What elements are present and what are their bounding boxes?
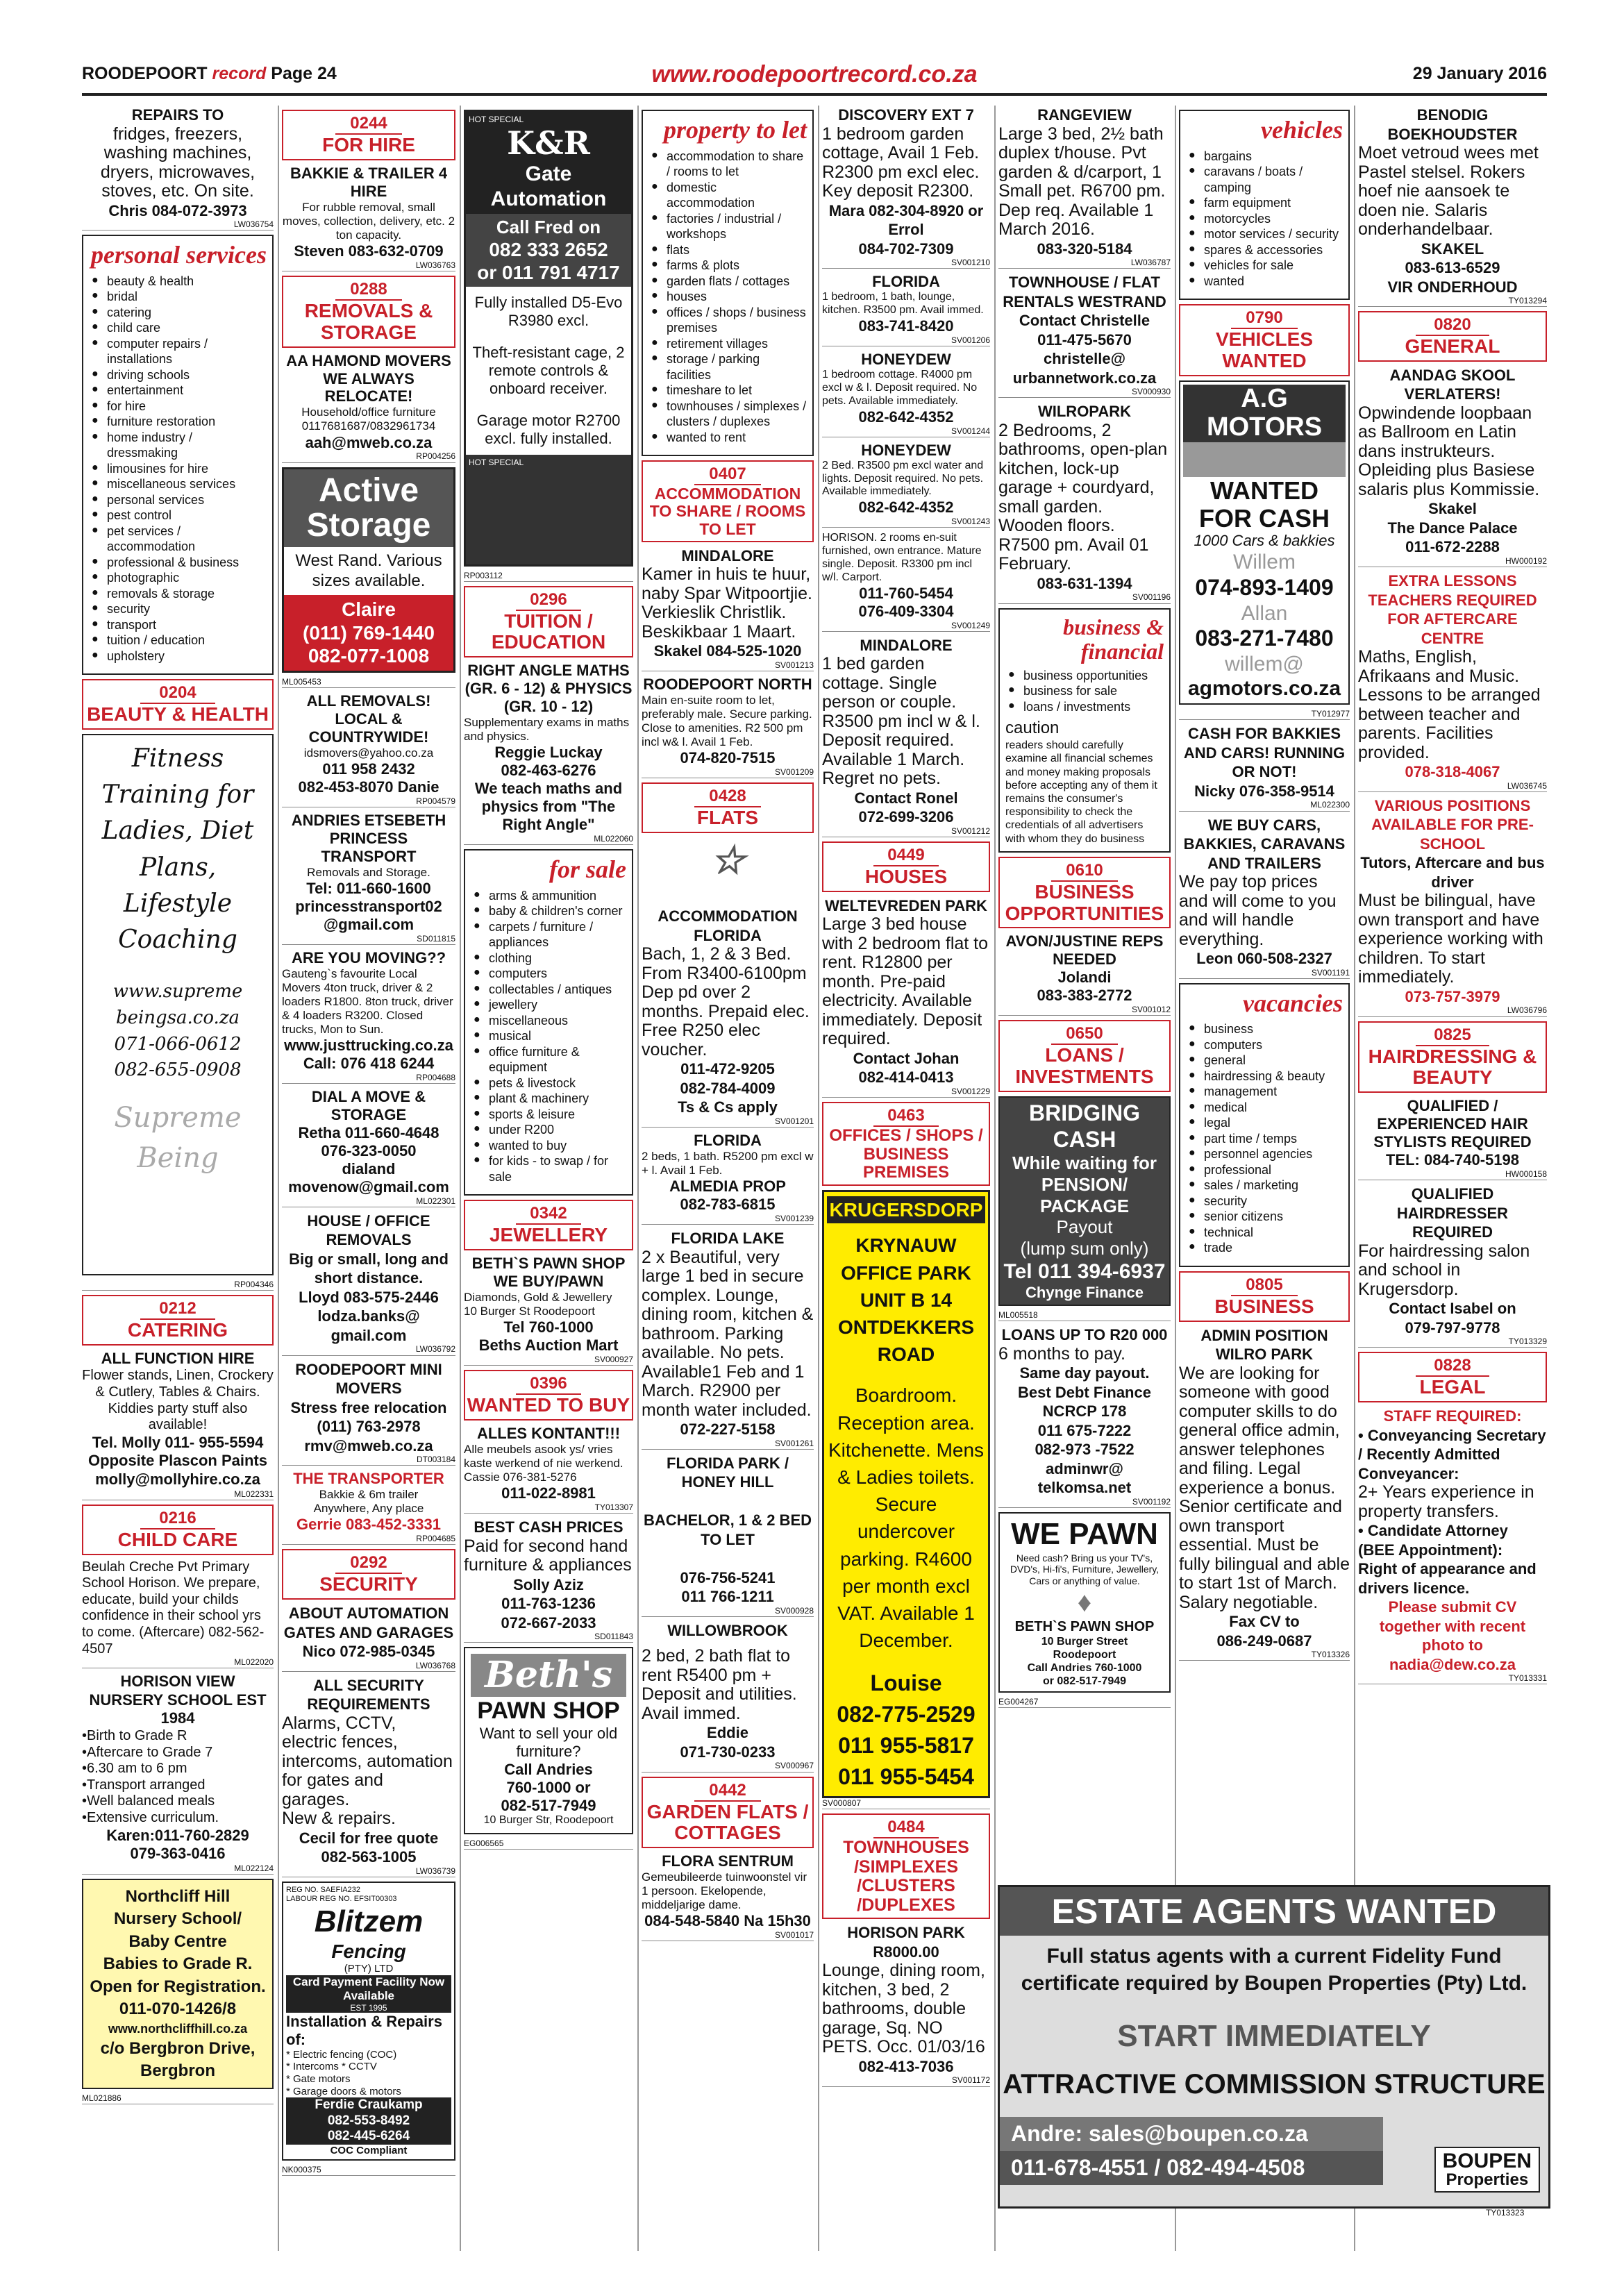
column-divider [460,106,461,2251]
category-list-item: ● flats [667,242,807,258]
horison-nursery-ad: HORISON VIEW NURSERY SCHOOL EST 1984 •Birth to Grade R •Aftercare to Grade 7 •6.30 am to 6 pm •Transport arranged •Well balanced meals •Extensive curriculum. Karen:011-760-2829 079-363-0416 ML022124 [82,1673,274,1875]
category-list-item: ● jewellery [489,997,626,1013]
category-list-item: ● computers [1204,1037,1343,1053]
roodepoort-north-ad: ROODEPOORT NORTH Main en-suite room to let, preferably male. Secure parking. Close to amenities. R2 500 pm incl w& l. Avail 1 Feb. 074-820-7515 SV001209 [642,676,814,778]
loans-up-to-ad: LOANS UP TO R20 000 6 months to pay. Same day payout. Best Debt Finance NCRCP 178 011 675-7222 082-973 -7522 adminwr@ telkomsa.net SV001192 [998,1325,1171,1508]
avon-ad: AVON/JUSTINE REPS NEEDED Jolandi 083-383-2772 SV001012 [998,932,1171,1016]
estate-agents-ad: ESTATE AGENTS WANTED Full status agents with a current Fidelity Fund certificate required by Boupen Properties (Pty) Ltd. START IMMEDIATELY ATTRACTIVE COMMISSION STRUCTURE Andre: sales@boupen.co.za 011-678-4551 / 082-494-4508 BOUPEN Properties [998,1885,1550,2209]
category-child-care: 0216 CHILD CARE [82,1505,274,1555]
various-positions-ad: VARIOUS POSITIONS AVAILABLE FOR PRE-SCHOOL Tutors, Aftercare and bus driver Must be bilingual, have own transport and have experience working with children. To start immediately. 073-757-3979 LW036796 [1358,796,1547,1017]
category-list-item: ● pest control [107,508,267,523]
honeydew-2bed-ad: HONEYDEW 2 Bed. R3500 pm excl water and lights. Deposit required. No pets. Available immediately. 082-642-4352 SV001243 [822,442,990,528]
extra-lessons-ad: EXTRA LESSONS TEACHERS REQUIRED FOR AFTERCARE CENTRE Maths, English, Afrikaans and Music. Lessons to be arranged between teacher and parents. Facilities provided. 078-318-4067 LW036745 [1358,571,1547,792]
category-list-item: ● domestic accommodation [667,180,807,211]
right-angle-ad: RIGHT ANGLE MATHS (GR. 6 - 12) & PHYSICS (GR. 10 - 12) Supplementary exams in maths and physics. Reggie Luckay 082-463-6276 We teach maths and physics from "The Right Angle" ML022060 [464,662,633,845]
category-list [1005,668,1164,715]
honeydew-cottage-ad: HONEYDEW 1 bedroom cottage. R4000 pm excl w & l. Deposit required. No pets. Available immediately. 082-642-4352 SV001244 [822,351,990,437]
category-list-item: ● catering [107,305,267,321]
category-list-item: ● bridal [107,289,267,305]
category-list-item: ● miscellaneous [489,1013,626,1029]
category-list-item: ● for hire [107,399,267,414]
discovery-ad: DISCOVERY EXT 7 1 bedroom garden cottage, Avail 1 Feb. R2300 pm excl elec. Key deposit R2300. Mara 082-304-8920 or Errol 084-702-7309 SV001210 [822,106,990,269]
category-offices: 0463 OFFICES / SHOPS / BUSINESS PREMISES [822,1102,990,1186]
category-list-item: ● professional [1204,1162,1343,1178]
personal-services-index [82,235,274,675]
category-list-item: ● tuition / education [107,632,267,648]
cars-graphic [1183,442,1346,477]
for-sale-index [464,849,633,1196]
column-5: DISCOVERY EXT 7 1 bedroom garden cottage, Avail 1 Feb. R2300 pm excl elec. Key deposit R2300. Mara 082-304-8920 or Errol 084-702-7309 SV001210 FLORIDA 1 bedroom, 1 bath, lounge, kitchen. R3500 pm. Avail immed. 083-741-8420 SV001206 HONEYDEW 1 bedroom cottage. R4000 pm excl w & l. Deposit required. No pets. Available immediately. 082-642-4352 SV001244 HONEYDEW 2 Bed. R3500 pm excl water and lights. Deposit required. No pets. Available immediately. 082-642-4352 SV001243 HORISON. 2 rooms en-suit furnished, own entrance. Mature single. Deposit. R3300 pm incl w/l. Carport. 011-760-5454 076-409-3304 SV001249 MINDALORE 1 bed garden cottage. Single person or couple. R3500 pm incl w & l. Deposit required. Available 1 March. Regret no pets. Contact Ronel 072-699-3206 SV001212 0449 HOUSES WELTEVREDEN PARK Large 3 bed house with 2 bedroom flat to rent. R12800 per month. Pre-paid electricity. Available immediately. Deposit required. Contact Johan 082-414-0413 SV001229 0463 OFFICES / SHOPS / BUSINESS PREMISES KRUGERSDORP KRYNAUW OFFICE PARK UNIT B 14 ONTDEKKERS ROAD Boardroom. Reception area. Kitchenette. Mens & Ladies toilets. Secure undercover parking. R4600 per month excl VAT. Available 1 December. Louise 082-775-2529 011 955-5817 011 955-5454 SV000807 0484 TOWNHOUSES /SIMPLEXES /CLUSTERS /DUPLEXES HORISON PARK R8000.00 Lounge, dining room, kitchen, 3 bed, 2 bathrooms, double garage, Sq. NO PETS. Occ. 01/03/16 082-413-7036 SV001172 [822,106,990,2251]
category-tuition: 0296 TUITION / EDUCATION [464,586,633,658]
category-list-item: ● pet services / accommodation [107,523,267,555]
category-list [471,888,626,1185]
bridging-cash-ad: BRIDGING CASH While waiting for PENSION/ PACKAGE Payout (lump sum only) Tel 011 394-6937 Chynge Finance [998,1096,1171,1306]
column-7: vehicles ● bargains ● caravans / boats / camping ● farm equipment ● motorcycles ● motor services / security ● spares & accessories ● vehicles for sale ● wanted 0790 VEHICLES WANTED A.G MOTORS WANTED FOR CASH 1000 Cars & bakkies Willem 074-893-1409 Allan 083-271-7480 willem@ agmotors.co.za TY012977 CASH FOR BAKKIES AND CARS! RUNNING OR NOT! Nicky 076-358-9514 ML022300 WE BUY CARS, BAKKIES, CARAVANS AND TRAILERS We pay top prices and will come to you and will handle everything. Leon 060-508-2327 SV001191 vacancies ● business ● computers ● general ● hairdressing & beauty ● management ● medical ● legal ● part time / temps ● personnel agencies ● professional ● sales / marketing ● security ● senior citizens ● technical ● trade 0805 BUSINESS ADMIN POSITION WILRO PARK We are looking for someone with good computer skills to do general office admin, answer telephones and filing. Legal experience a bonus. Senior certificate and own transport essential. Must be fully bilingual and able to start 1st of March. Salary negotiable. Fax CV to 086-249-0687 TY013326 [1179,106,1350,2251]
now-logo: ☆ [710,838,746,882]
category-list-item: ● photographic [107,570,267,586]
category-list-item: ● for kids - to swap / for sale [489,1153,626,1184]
category-list [1186,149,1343,290]
hairdresser-ad: QUALIFIED HAIRDRESSER REQUIRED For hairdressing salon and school in Krugersdorp. Contact Isabel on 079-797-9778 TY013329 [1358,1184,1547,1348]
hamond-ad: AA HAMOND MOVERS WE ALWAYS RELOCATE! Household/office furniture 0117681687/0832961734 aah@mweb.co.za RP004256 [282,352,455,463]
category-list-item: ● houses [667,289,807,305]
staff-required-ad: STAFF REQUIRED: • Conveyancing Secretary / Recently Admitted Conveyancer: 2+ Years experience in property transfers. • Candidate Attorney (BEE Appointment): Right of appearance and drivers licence. Please submit CV together with recent photo to nadia@dew.co.za TY013331 [1358,1407,1547,1684]
category-vehicles-wanted: 0790 VEHICLES WANTED [1179,304,1350,376]
florida-1bed-ad: FLORIDA 1 bedroom, 1 bath, lounge, kitchen. R3500 pm. Avail immed. 083-741-8420 SV001206 [822,273,990,346]
page-header [82,61,1547,96]
ad-ref: TY013323 [1486,2208,1525,2218]
beths-furniture-ad: Beth's PAWN SHOP Want to sell your old furniture? Call Andries 760-1000 or 082-517-7949 10 Burger Str, Roodepoort [464,1647,633,1834]
category-list-item: ● garden flats / cottages [667,274,807,290]
mindalore-cottage-ad: MINDALORE 1 bed garden cottage. Single person or couple. R3500 pm incl w & l. Deposit required. Available 1 March. Regret no pets. Contact Ronel 072-699-3206 SV001212 [822,636,990,837]
category-list-item: ● professional & business [107,555,267,571]
category-list-item: ● loans / investments [1023,699,1164,715]
category-list-item: ● bargains [1204,149,1343,165]
dial-a-move-ad: DIAL A MOVE & STORAGE Retha 011-660-4648 076-323-0050 dialand movenow@gmail.com ML022301 [282,1088,455,1207]
category-list-item: ● pets & livestock [489,1075,626,1091]
category-list-item: ● hairdressing & beauty [1204,1069,1343,1084]
category-list-item: ● farm equipment [1204,195,1343,211]
category-list-item: ● musical [489,1028,626,1044]
townhouse-rentals-ad: TOWNHOUSE / FLAT RENTALS WESTRAND Contact Christelle 011-475-5670 christelle@ urbannetwork.co.za SV000930 [998,273,1171,398]
website-link[interactable]: www.roodepoortrecord.co.za [651,61,978,87]
category-list-item: ● arms & ammunition [489,888,626,904]
ag-motors-ad: A.G MOTORS WANTED FOR CASH 1000 Cars & bakkies Willem 074-893-1409 Allan 083-271-7480 willem@ agmotors.co.za [1179,380,1350,705]
category-list-item: ● factories / industrial / workshops [667,211,807,242]
category-accommodation: 0407 ACCOMMODATION TO SHARE / ROOMS TO LET [642,460,814,542]
category-list-item: ● limousines for hire [107,461,267,477]
column-8 [1358,106,1547,1879]
best-cash-ad: BEST CASH PRICES Paid for second hand furniture & appliances Solly Aziz 011-763-1236 072-667-2033 SD011843 [464,1518,633,1643]
category-list-item: ● personal services [107,492,267,508]
category-list-item: ● sales / marketing [1204,1178,1343,1193]
category-list-item: ● miscellaneous services [107,476,267,492]
horison-park-ad: HORISON PARK R8000.00 Lounge, dining room, kitchen, 3 bed, 2 bathrooms, double garage, Sq. NO PETS. Occ. 01/03/16 082-413-7036 SV001172 [822,1923,990,2086]
column-divider [994,106,996,2251]
category-catering: 0212 CATERING [82,1295,274,1346]
we-pawn-ad: WE PAWN Need cash? Bring us your TV's, DVD's, Hi-fi's, Furniture, Jewellery, Cars or anything of value. ♦ BETH`S PAWN SHOP 10 Burger Street Roodepoort Call Andries 760-1000 or 082-517-7949 [998,1512,1171,1693]
flora-sentrum-ad: FLORA SENTRUM Gemeubileerde tuinwoonstel vir 1 persoon. Ekelopende, middeljarige dame. 084-548-5840 Na 15h30 SV001017 [642,1852,814,1941]
repairs-ad: REPAIRS TO fridges, freezers, washing machines, dryers, microwaves, stoves, etc. On site. Chris 084-072-3973 LW036754 [82,106,274,231]
property-index [642,110,814,456]
column-3: HOT SPECIAL K&R Gate Automation Call Fred on 082 333 2652 or 011 791 4717 Fully installed D5-Evo R3980 excl. Theft-resistant cage, 2 remote controls & onboard receiver. Garage motor R2700 excl. fully installed. HOT SPECIAL RP003112 0296 TUITION / EDUCATION RIGHT ANGLE MATHS (GR. 6 - 12) & PHYSICS (GR. 10 - 12) Supplementary exams in maths and physics. Reggie Luckay 082-463-6276 We teach maths and physics from "The Right Angle" ML022060 for sale ● arms & ammunition ● baby & children's corner ● carpets / furniture / appliances ● clothing ● computers ● collectables / antiques ● jewellery ● miscellaneous ● musical ● office furniture & equipment ● pets & livestock ● plant & machinery ● sports & leisure ● under R200 ● wanted to buy ● for kids - to swap / for sale 0342 JEWELLERY BETH`S PAWN SHOP WE BUY/PAWN Diamonds, Gold & Jewellery 10 Burger St Roodepoort Tel 760-1000 Beths Auction Mart SV000927 0396 WANTED TO BUY ALLES KONTANT!!! Alle meubels asook ys/ vries kaste werkend of nie werkend. Cassie 076-381-5276 011-022-8981 TY013307 BEST CASH PRICES Paid for second hand furniture & appliances Solly Aziz 011-763-1236 072-667-2033 SD011843 Beth's PAWN SHOP Want to sell your old furniture? Call Andries 760-1000 or 082-517-7949 10 Burger Str, Roodepoort EG006565 [464,106,633,2251]
column-divider [637,106,639,2251]
florida-2bed-ad: FLORIDA 2 beds, 1 bath. R5200 pm excl w + l. Avail 1 Feb. ALMEDIA PROP 082-783-6815 SV001239 [642,1132,814,1225]
category-townhouses: 0484 TOWNHOUSES /SIMPLEXES /CLUSTERS /DUPLEXES [822,1813,990,1919]
category-list-item: ● under R200 [489,1122,626,1138]
cash-for-bakkies-ad: CASH FOR BAKKIES AND CARS! RUNNING OR NOT! Nicky 076-358-9514 ML022300 [1179,724,1350,811]
category-list-item: ● general [1204,1053,1343,1069]
boupen-logo: BOUPEN Properties [1434,2147,1540,2193]
kr-gate-automation-ad: HOT SPECIAL K&R Gate Automation Call Fred on 082 333 2652 or 011 791 4717 Fully installed D5-Evo R3980 excl. Theft-resistant cage, 2 remote controls & onboard receiver. Garage motor R2700 excl. fully installed. HOT SPECIAL [464,110,633,567]
column-4 [642,106,814,2251]
category-list-item: ● business [1204,1021,1343,1037]
bakkie-ad: BAKKIE & TRAILER 4 HIRE For rubble removal, small moves, collection, delivery, etc. 2 ton capacity. Steven 083-632-0709 LW036763 [282,165,455,271]
section-heading: personal services [91,241,267,269]
category-list-item: ● wanted to rent [667,430,807,446]
category-list-item: ● clothing [489,950,626,966]
category-list-item: ● motorcycles [1204,211,1343,227]
benodig-ad: BENODIG BOEKHOUDSTER Moet vetroud wees met Pastel stelsel. Rokers hoef nie aansoek te doen nie. Salaris onderhandelbaar. SKAKEL 083-613-6529 VIR ONDERHOUD TY013294 [1358,106,1547,307]
category-list-item: ● farms & plots [667,258,807,274]
category-list-item: ● retirement villages [667,336,807,352]
category-removals: 0288 REMOVALS & STORAGE [282,276,455,348]
category-business-opportunities: 0610 BUSINESS OPPORTUNITIES [998,857,1171,929]
category-list-item: ● baby & children's corner [489,903,626,919]
automation-ad: ABOUT AUTOMATION GATES AND GARAGES Nico 072-985-0345 LW036768 [282,1604,455,1672]
category-list-item: ● child care [107,320,267,336]
category-list [648,149,807,446]
rangeview-ad: RANGEVIEW Large 3 bed, 2½ bath duplex t/house. Pvt garden & d/carport, 1 Small pet. R6700 pm. Dep req. Available 1 March 2016. 083-320-5184 LW036787 [998,106,1171,269]
transporter-ad: THE TRANSPORTER Bakkie & 6m trailer Anywhere, Any place Gerrie 083-452-3331 RP004685 [282,1470,455,1545]
willowbrook-ad: WILLOWBROOK 2 bed, 2 bath flat to rent R5400 pm + Deposit and utilities. Avail immed. Eddie 071-730-0233 SV000967 [642,1621,814,1773]
category-list-item: ● driving schools [107,367,267,383]
category-list-item: ● caravans / boats / camping [1204,164,1343,195]
mindalore-kamer-ad: MINDALORE Kamer in huis te huur, naby Spar Witpoortjie. Verkieslik Christlik. Beskikbaar 1 Maart. Skakel 084-525-1020 SV001213 [642,546,814,671]
category-list-item: ● motor services / security [1204,226,1343,242]
category-list-item: ● furniture restoration [107,414,267,430]
category-list-item: ● removals & storage [107,586,267,602]
category-security: 0292 SECURITY [282,1549,455,1600]
category-list-item: ● accommodation to share / rooms to let [667,149,807,180]
catering-ad: ALL FUNCTION HIRE Flower stands, Linen, Crockery & Cutlery, Tables & Chairs. Kiddies party stuff also available! Tel. Molly 011- 955-5594 Opposite Plascon Paints molly@mollyhire.co.za ML022331 [82,1350,274,1500]
krugersdorp-office-ad: KRUGERSDORP KRYNAUW OFFICE PARK UNIT B 14 ONTDEKKERS ROAD Boardroom. Reception area. Kitchenette. Mens & Ladies toilets. Secure undercover parking. R4600 per month excl VAT. Available 1 December. Louise 082-775-2529 011 955-5817 011 955-5454 [822,1190,990,1798]
category-list-item: ● carpets / furniture / appliances [489,919,626,950]
accommodation-florida-ad: ACCOMMODATION FLORIDA Bach, 1, 2 & 3 Bed. From R3400-6100pm Dep pd over 2 months. Prepaid elec. Free R250 elec voucher. 011-472-9205 082-784-4009 Ts & Cs apply SV001201 [642,907,814,1128]
category-list-item: ● home industry / dressmaking [107,430,267,461]
page-label: ROODEPOORT record Page 24 [82,64,337,83]
category-list-item: ● part time / temps [1204,1131,1343,1147]
category-list-item: ● management [1204,1084,1343,1100]
category-list-item: ● office furniture & equipment [489,1044,626,1075]
category-hairdressing: 0825 HAIRDRESSING & BEAUTY [1358,1021,1547,1093]
all-security-ad: ALL SECURITY REQUIREMENTS Alarms, CCTV, electric fences, intercoms, automation for gates and garages. New & repairs. Cecil for free quote 082-563-1005 LW036739 [282,1676,455,1877]
category-list [89,274,267,664]
section-heading: for sale [549,855,626,884]
horison-rooms-ad: HORISON. 2 rooms en-suit furnished, own entrance. Mature single. Deposit. R3300 pm incl w/l. Carport. 011-760-5454 076-409-3304 SV001249 [822,532,990,632]
category-wanted-to-buy: 0396 WANTED TO BUY [464,1370,633,1421]
category-list-item: ● legal [1204,1115,1343,1131]
alles-kontant-ad: ALLES KONTANT!!! Alle meubels asook ys/ vries kaste werkend of nie werkend. Cassie 076-381-5276 011-022-8981 TY013307 [464,1425,633,1514]
section-heading: property to let [664,116,807,144]
beths-logo: ♦ [1077,1587,1092,1618]
category-garden-flats: 0442 GARDEN FLATS / COTTAGES [642,1777,814,1849]
category-list-item: ● wanted to buy [489,1138,626,1154]
category-loans: 0650 LOANS / INVESTMENTS [998,1020,1171,1092]
category-list-item: ● transport [107,617,267,633]
all-removals-ad: ALL REMOVALS! LOCAL & COUNTRYWIDE! idsmovers@yahoo.co.za 011 958 2432 082-453-8070 Danie RP004579 [282,692,455,807]
northcliff-ad: Northcliff Hill Nursery School/ Baby Centre Babies to Grade R. Open for Registration. 011-070-1426/8 www.northcliffhill.co.za c/o Bergbron Drive, Bergbron [82,1879,274,2089]
admin-position-ad: ADMIN POSITION WILRO PARK We are looking for someone with good computer skills to do general office admin, answer telephones and filing. Legal experience a bonus. Senior certificate and own transport essential. Must be fully bilingual and able to start 1st of March. Salary negotiable. Fax CV to 086-249-0687 TY013326 [1179,1326,1350,1661]
florida-lake-ad: FLORIDA LAKE 2 x Beautiful, very large 1 bed in secure complex. Lounge, dining room, kitchen & bathroom. Parking available. No pets. Available1 Feb and 1 March. R2900 per month water included. 072-227-5158 SV001261 [642,1229,814,1450]
category-jewellery: 0342 JEWELLERY [464,1200,633,1250]
category-list-item: ● senior citizens [1204,1209,1343,1225]
category-list-item: ● entertainment [107,383,267,399]
category-list-item: ● business opportunities [1023,668,1164,684]
aandag-ad: AANDAG SKOOL VERLATERS! Opwindende loopbaan as Ballroom en Latin dans instrukteurs. Opleiding plus Basiese salaris plus Kommissie. Skakel The Dance Palace 011-672-2288 HW000192 [1358,366,1547,567]
mini-movers-ad: ROODEPOORT MINI MOVERS Stress free relocation (011) 763-2978 rmv@mweb.co.za DT003184 [282,1360,455,1466]
category-list-item: ● townhouses / simplexes / clusters / duplexes [667,399,807,430]
category-list-item: ● technical [1204,1225,1343,1241]
category-list-item: ● trade [1204,1240,1343,1256]
hair-stylists-ad: QUALIFIED / EXPERIENCED HAIR STYLISTS REQUIRED TEL: 084-740-5198 HW000158 [1358,1097,1547,1180]
category-list-item: ● timeshare to let [667,383,807,399]
category-list-item: ● storage / parking facilities [667,351,807,383]
honey-hill-ad: FLORIDA PARK / HONEY HILL BACHELOR, 1 & 2 BED TO LET 076-756-5241 011 766-1211 SV000928 [642,1454,814,1617]
moving-ad: ARE YOU MOVING?? Gauteng`s favourite Local Movers 4ton truck, driver & 2 loaders R1800. 8ton truck, driver & 4 loaders R3200. Closed trucks, Mon to Sun. www.justtrucking.co.za Call: 076 418 6244 RP004688 [282,949,455,1084]
column-6: RANGEVIEW Large 3 bed, 2½ bath duplex t/house. Pvt garden & d/carport, 1 Small pet. R6700 pm. Dep req. Available 1 March 2016. 083-320-5184 LW036787 TOWNHOUSE / FLAT RENTALS WESTRAND Contact Christelle 011-475-5670 christelle@ urbannetwork.co.za SV000930 WILROPARK 2 Bedrooms, 2 bathrooms, open-plan kitchen, lock-up garage + courdyard, small garden. Wooden floors. R7500 pm. Avail 01 February. 083-631-1394 SV001196 business & financial ● business opportunities ● business for sale ● loans / investments caution readers should carefully examine all financial schemes and money making proposals before accepting any of them it remains the consumer's responsibility to check the credentials of all advertisers with whom they do business 0610 BUSINESS OPPORTUNITIES AVON/JUSTINE REPS NEEDED Jolandi 083-383-2772 SV001012 0650 LOANS / INVESTMENTS BRIDGING CASH While waiting for PENSION/ PACKAGE Payout (lump sum only) Tel 011 394-6937 Chynge Finance ML005518 LOANS UP TO R20 000 6 months to pay. Same day payout. Best Debt Finance NCRCP 178 011 675-7222 082-973 -7522 adminwr@ telkomsa.net SV001192 WE PAWN Need cash? Bring us your TV's, DVD's, Hi-fi's, Furniture, Jewellery, Cars or anything of value. ♦ BETH`S PAWN SHOP 10 Burger Street Roodepoort Call Andries 760-1000 or 082-517-7949 EG004267 [998,106,1171,2251]
category-list-item: ● security [1204,1193,1343,1209]
category-list-item: ● upholstery [107,648,267,664]
vehicles-index [1179,110,1350,300]
category-list-item: ● sports & leisure [489,1107,626,1123]
column-divider [818,106,819,2251]
category-list-item: ● medical [1204,1100,1343,1116]
category-houses: 0449 HOUSES [822,841,990,892]
house-removals-ad: HOUSE / OFFICE REMOVALS Big or small, long and short distance. Lloyd 083-575-2446 lodza.banks@ gmail.com LW036792 [282,1212,455,1356]
category-general: 0820 GENERAL [1358,311,1547,362]
column-divider [278,106,279,2251]
category-business: 0805 BUSINESS [1179,1271,1350,1322]
issue-date: 29 January 2016 [1412,64,1547,83]
category-list [1186,1021,1343,1256]
column-1: REPAIRS TO fridges, freezers, washing machines, dryers, microwaves, stoves, etc. On site. Chris 084-072-3973 LW036754 personal services ● beauty & health ● bridal ● catering ● child care ● computer repairs / installations ● driving schools ● entertainment ● for hire ● furniture restoration ● home industry / dressmaking ● limousines for hire ● miscellaneous services ● personal services ● pest control ● pet services / accommodation ● professional & business ● photographic ● removals & storage ● security ● transport ● tuition / education ● upholstery 0204 BEAUTY & HEALTH Fitness Training for Ladies, Diet Plans, Lifestyle Coaching www.supreme beingsa.co.za 071-066-0612 082-655-0908 Supreme Being RP004346 0212 CATERING ALL FUNCTION HIRE Flower stands, Linen, Crockery & Cutlery, Tables & Chairs. Kiddies party stuff also available! Tel. Molly 011- 955-5594 Opposite Plascon Paints molly@mollyhire.co.za ML022331 0216 CHILD CARE Beulah Creche Pvt Primary School Horison. We prepare, educate, build your childs confidence in their school yrs to come. (Aftercare) 082-562-4507 ML022020 HORISON VIEW NURSERY SCHOOL EST 1984 •Birth to Grade R •Aftercare to Grade 7 •6.30 am to 6 pm •Transport arranged •Well balanced meals •Extensive curriculum. Karen:011-760-2829 079-363-0416 ML022124 Northcliff Hill Nursery School/ Baby Centre Babies to Grade R. Open for Registration. 011-070-1426/8 www.northcliffhill.co.za c/o Bergbron Drive, Bergbron ML021886 [82,106,274,2251]
category-legal: 0828 LEGAL [1358,1352,1547,1402]
business-index: business & financial ● business opportunities ● business for sale ● loans / investments caution readers should carefully examine all financial schemes and money making proposals before accepting any of them it remains the consumer's responsibility to check the credentials of all advertisers with whom they do business [998,608,1171,853]
beths-pawn-ad: BETH`S PAWN SHOP WE BUY/PAWN Diamonds, Gold & Jewellery 10 Burger St Roodepoort Tel 760-1000 Beths Auction Mart SV000927 [464,1255,633,1366]
category-flats: 0428 FLATS [642,782,814,833]
section-heading: vacancies [1243,989,1343,1017]
category-list-item: ● security [107,601,267,617]
active-storage-ad: Active Storage West Rand. Various sizes available. Claire (011) 769-1440 082-077-1008 [282,467,455,673]
vacancies-index [1179,983,1350,1267]
category-beauty-health: 0204 BEAUTY & HEALTH [82,679,274,730]
column-2: 0244 FOR HIRE BAKKIE & TRAILER 4 HIRE For rubble removal, small moves, collection, delivery, etc. 2 ton capacity. Steven 083-632-0709 LW036763 0288 REMOVALS & STORAGE AA HAMOND MOVERS WE ALWAYS RELOCATE! Household/office furniture 0117681687/0832961734 aah@mweb.co.za RP004256 Active Storage West Rand. Various sizes available. Claire (011) 769-1440 082-077-1008 ML005453 ALL REMOVALS! LOCAL & COUNTRYWIDE! idsmovers@yahoo.co.za 011 958 2432 082-453-8070 Danie RP004579 ANDRIES ETSEBETH PRINCESS TRANSPORT Removals and Storage. Tel: 011-660-1600 princesstransport02 @gmail.com SD011815 ARE YOU MOVING?? Gauteng`s favourite Local Movers 4ton truck, driver & 2 loaders R1800. 8ton truck, driver & 4 loaders R3200. Closed trucks, Mon to Sun. www.justtrucking.co.za Call: 076 418 6244 RP004688 DIAL A MOVE & STORAGE Retha 011-660-4648 076-323-0050 dialand movenow@gmail.com ML022301 HOUSE / OFFICE REMOVALS Big or small, long and short distance. Lloyd 083-575-2446 lodza.banks@ gmail.com LW036792 ROODEPOORT MINI MOVERS Stress free relocation (011) 763-2978 rmv@mweb.co.za DT003184 THE TRANSPORTER Bakkie & 6m trailer Anywhere, Any place Gerrie 083-452-3331 RP004685 0292 SECURITY ABOUT AUTOMATION GATES AND GARAGES Nico 072-985-0345 LW036768 ALL SECURITY REQUIREMENTS Alarms, CCTV, electric fences, intercoms, automation for gates and garages. New & repairs. Cecil for free quote 082-563-1005 LW036739 REG NO. SAEFIA232 LABOUR REG NO. EFSIT00303 Blitzem Fencing (PTY) LTD Card Payment Facility Now Available EST 1995 Installation & Repairs of: * Electric fencing (COC) * Intercoms * CCTV * Gate motors * Garage doors & motors Ferdie Craukamp 082-553-8492 082-445-6264 COC Compliant NK000375 [282,106,455,2251]
category-list-item: ● business for sale [1023,683,1164,699]
category-list-item: ● offices / shops / business premises [667,305,807,336]
weltevreden-ad: WELTEVREDEN PARK Large 3 bed house with 2 bedroom flat to rent. R12800 per month. Pre-paid electricity. Available immediately. Deposit required. Contact Johan 082-414-0413 SV001229 [822,896,990,1098]
category-list-item: ● computers [489,966,626,982]
category-list-item: ● computer repairs / installations [107,336,267,367]
category-list-item: ● beauty & health [107,274,267,290]
category-list-item: ● spares & accessories [1204,242,1343,258]
wilropark-ad: WILROPARK 2 Bedrooms, 2 bathrooms, open-plan kitchen, lock-up garage + courdyard, small garden. Wooden floors. R7500 pm. Avail 01 February. 083-631-1394 SV001196 [998,402,1171,603]
section-heading: vehicles [1261,116,1343,144]
we-buy-cars-ad: WE BUY CARS, BAKKIES, CARAVANS AND TRAILERS We pay top prices and will come to you and will handle everything. Leon 060-508-2327 SV001191 [1179,816,1350,979]
beulah-ad: Beulah Creche Pvt Primary School Horison. We prepare, educate, build your childs confidence in their school yrs to come. (Aftercare) 082-562-4507 ML022020 [82,1559,274,1669]
blitzem-fencing-ad: REG NO. SAEFIA232 LABOUR REG NO. EFSIT00303 Blitzem Fencing (PTY) LTD Card Payment Facility Now Available EST 1995 Installation & Repairs of: * Electric fencing (COC) * Intercoms * CCTV * Gate motors * Garage doors & motors Ferdie Craukamp 082-553-8492 082-445-6264 COC Compliant [282,1882,455,2161]
section-heading: business & financial [1063,614,1164,664]
category-for-hire: 0244 FOR HIRE [282,110,455,160]
category-list-item: ● personnel agencies [1204,1146,1343,1162]
category-list-item: ● wanted [1204,274,1343,290]
fitness-ad: Fitness Training for Ladies, Diet Plans, Lifestyle Coaching www.supreme beingsa.co.za 071-066-0612 082-655-0908 Supreme Being [82,734,274,1275]
category-list-item: ● collectables / antiques [489,982,626,998]
andries-ad: ANDRIES ETSEBETH PRINCESS TRANSPORT Removals and Storage. Tel: 011-660-1600 princesstransport02 @gmail.com SD011815 [282,812,455,945]
category-list-item: ● vehicles for sale [1204,258,1343,274]
category-list-item: ● plant & machinery [489,1091,626,1107]
